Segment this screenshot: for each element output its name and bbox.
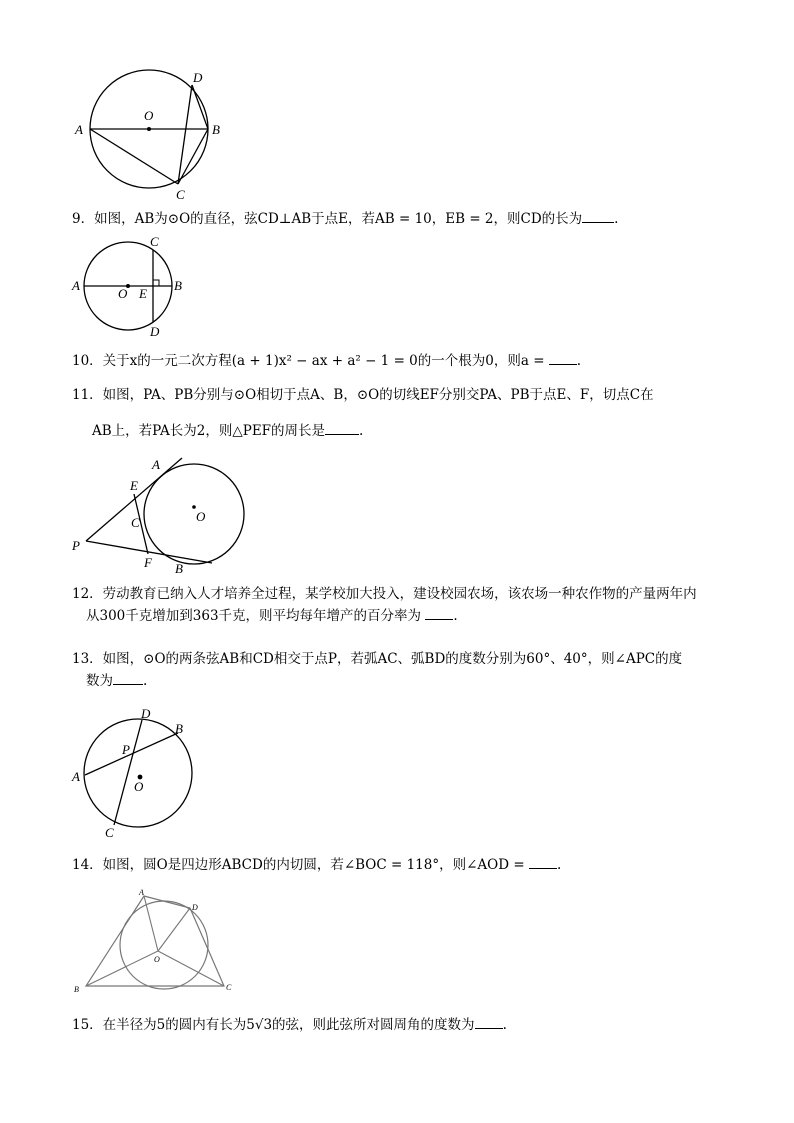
label-p: P (72, 538, 80, 553)
label-b: B (74, 985, 79, 994)
label-e: E (139, 286, 147, 301)
question-11-line-2: AB上，若PA长为2，则△PEF的周长是 (92, 423, 326, 439)
question-11-line-1: 11．如图，PA、PB分别与⊙O相切于点A、B，⊙O的切线EF分别交PA、PB于点E、F，切点C在 (72, 387, 654, 403)
label-c: C (176, 187, 185, 202)
question-14-text: 14．如图，圆O是四边形ABCD的内切圆，若∠BOC = 118°，则∠AOD = (72, 857, 525, 873)
figure-14-svg (72, 886, 242, 996)
label-d: D (192, 903, 198, 912)
label-b: B (175, 721, 183, 736)
question-15: 15．在半径为5的圆内有长为5√3的弦，则此弦所对圆周角的度数为 . (72, 1017, 507, 1033)
question-11-cont: AB上，若PA长为2，则△PEF的周长是 . (92, 423, 364, 439)
figure-13-svg (72, 706, 202, 838)
label-a: A (72, 278, 80, 293)
figure-9-svg (72, 235, 192, 339)
label-a: A (152, 457, 160, 472)
question-14: 14．如图，圆O是四边形ABCD的内切圆，若∠BOC = 118°，则∠AOD = . (72, 857, 562, 873)
question-12-line-2: 从300千克增加到363千克，则平均每年增产的百分率为 (86, 608, 422, 624)
answer-blank-9[interactable] (582, 209, 614, 223)
figure-11-svg (72, 455, 252, 575)
label-b: B (212, 122, 220, 137)
question-12-line-1: 12．劳动教育已纳入人才培养全过程，某学校加大投入，建设校园农场，该农场一种农作物的产量两年内 (72, 586, 697, 602)
answer-blank-15[interactable] (475, 1015, 503, 1029)
figure-circle-chord (72, 235, 192, 339)
label-o: O (154, 955, 160, 964)
label-b: B (174, 278, 182, 293)
label-c: C (150, 234, 159, 249)
figure-8-svg (72, 66, 232, 202)
answer-blank-13[interactable] (113, 671, 143, 685)
label-a: A (139, 888, 144, 897)
label-f: F (144, 555, 152, 570)
question-10: 10．关于x的一元二次方程(a + 1)x² − ax + a² − 1 = 0的一个根为0，则a = . (72, 353, 582, 369)
figure-intersecting-chords (72, 706, 202, 838)
answer-blank-10[interactable] (549, 351, 577, 365)
figure-inscribed-quadrilateral (72, 886, 242, 996)
label-b: B (175, 561, 183, 576)
label-c: C (131, 515, 140, 530)
figure-tangent-lines (72, 455, 252, 575)
answer-blank-11[interactable] (325, 421, 359, 435)
question-9: 9．如图，AB为⊙O的直径，弦CD⊥AB于点E，若AB = 10，EB = 2，则CD的长为 . (72, 211, 619, 227)
question-11 (72, 384, 732, 406)
label-p: P (122, 742, 130, 757)
label-o: O (134, 779, 144, 794)
label-c: C (226, 983, 232, 992)
question-13-line-2: 数为 (86, 673, 113, 689)
label-d: D (141, 706, 151, 721)
label-d: D (150, 324, 160, 339)
label-e: E (130, 478, 138, 493)
figure-circle-abcd (72, 66, 232, 202)
label-d: D (193, 70, 203, 85)
label-a: A (72, 769, 80, 784)
label-o: O (144, 108, 154, 123)
question-12: 12．劳动教育已纳入人才培养全过程，某学校加大投入，建设校园农场，该农场一种农作物的产量两年内 从300千克增加到363千克，则平均每年增产的百分率为 . (72, 583, 732, 627)
answer-blank-14[interactable] (529, 855, 557, 869)
question-13-line-1: 13．如图，⊙O的两条弦AB和CD相交于点P，若弧AC、弧BD的度数分别为60°、40°，则∠APC的度 (72, 651, 683, 667)
answer-blank-12[interactable] (425, 606, 453, 620)
question-10-text: 10．关于x的一元二次方程(a + 1)x² − ax + a² − 1 = 0的一个根为0，则a = (72, 353, 545, 369)
label-o: O (118, 286, 128, 301)
label-o: O (196, 509, 206, 524)
question-15-text: 15．在半径为5的圆内有长为5√3的弦，则此弦所对圆周角的度数为 (72, 1017, 475, 1033)
question-13: 13．如图，⊙O的两条弦AB和CD相交于点P，若弧AC、弧BD的度数分别为60°、40°，则∠APC的度 数为 . (72, 648, 732, 692)
label-c: C (105, 825, 114, 840)
question-9-text: 9．如图，AB为⊙O的直径，弦CD⊥AB于点E，若AB = 10，EB = 2，则CD的长为 (72, 211, 583, 227)
label-a: A (75, 122, 83, 137)
